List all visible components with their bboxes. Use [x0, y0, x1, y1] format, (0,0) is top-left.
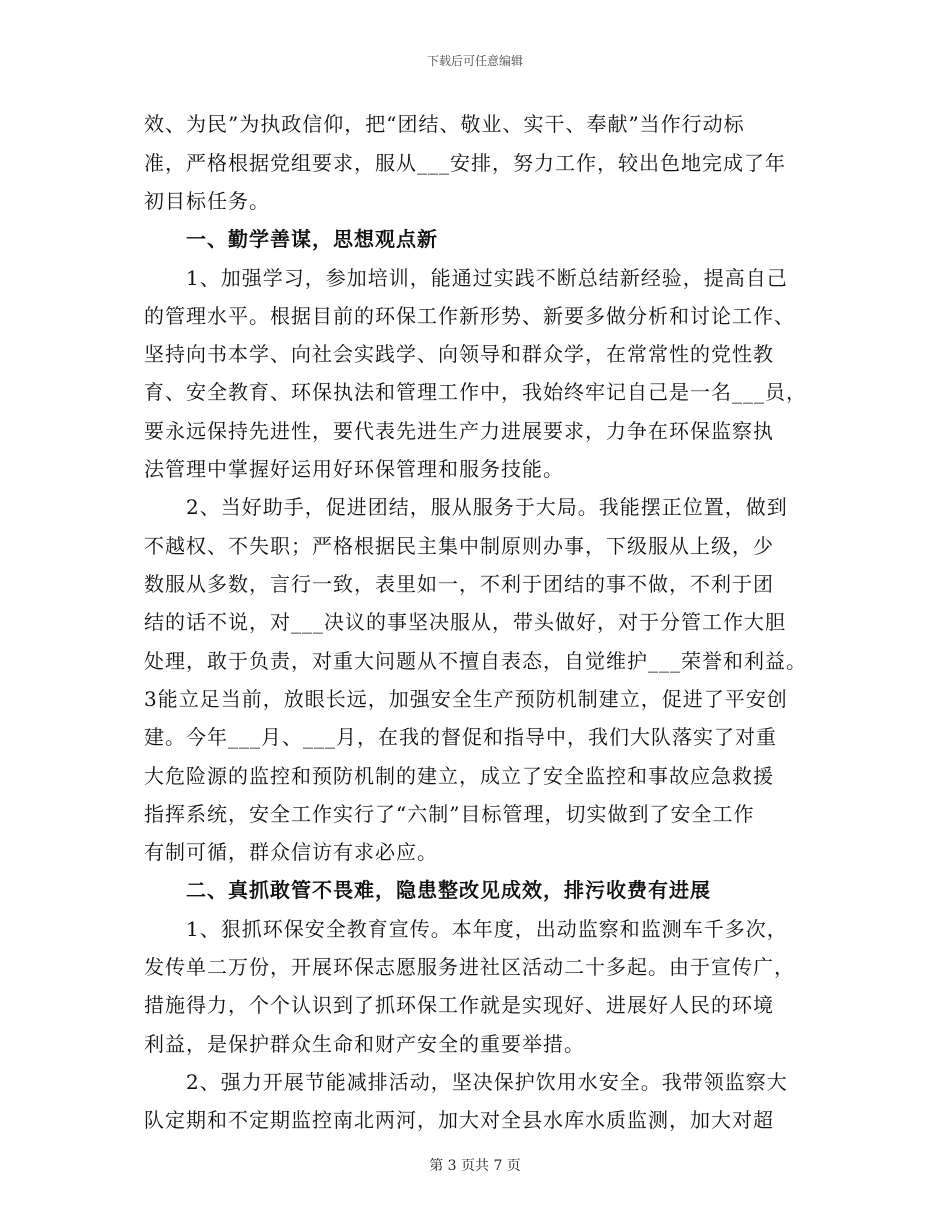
body-line: 要永远保持先进性，要代表先进生产力进展要求，力争在环保监察执 — [144, 419, 774, 443]
body-line: 2、当好助手，促进团结，服从服务于大局。我能摆正位置，做到 — [186, 495, 788, 519]
body-line: 处理，敢于负责，对重大问题从不擅自表态，自觉维护___荣誉和利益。 — [144, 649, 807, 673]
section-heading: 一、勤学善谋，思想观点新 — [186, 227, 438, 251]
body-line: 有制可循，群众信访有求必应。 — [144, 840, 438, 864]
body-line: 准，严格根据党组要求，服从___安排，努力工作，较出色地完成了年 — [144, 151, 786, 175]
body-line: 发传单二万份，开展环保志愿服务进社区活动二十多起。由于宣传广， — [144, 955, 795, 979]
body-line: 指挥系统，安全工作实行了“六制”目标管理，切实做到了安全工作 — [144, 802, 755, 826]
body-line: 数服从多数，言行一致，表里如一，不利于团结的事不做，不利于团 — [144, 572, 774, 596]
body-line: 初目标任务。 — [144, 189, 270, 213]
body-line: 法管理中掌握好运用好环保管理和服务技能。 — [144, 457, 564, 481]
page-number-footer: 第 3 页共 7 页 — [429, 1158, 521, 1174]
body-line: 效、为民”为执政信仰，把“团结、敬业、实干、奉献”当作行动标 — [144, 112, 745, 136]
body-line: 大危险源的监控和预防机制的建立，成立了安全监控和事故应急救援 — [144, 764, 774, 788]
body-line: 队定期和不定期监控南北两河，加大对全县水库水质监测，加大对超 — [144, 1108, 774, 1132]
body-line: 坚持向书本学、向社会实践学、向领导和群众学，在常常性的党性教 — [144, 342, 774, 366]
body-line: 结的话不说，对___决议的事坚决服从，带头做好，对于分管工作大胆 — [144, 610, 786, 634]
body-line: 育、安全教育、环保执法和管理工作中，我始终牢记自己是一名___员， — [144, 380, 807, 404]
body-line: 的管理水平。根据目前的环保工作新形势、新要多做分析和讨论工作、 — [144, 304, 795, 328]
body-line: 1、加强学习，参加培训，能通过实践不断总结新经验，提高自己 — [186, 266, 788, 290]
section-heading: 二、真抓敢管不畏难，隐患整改见成效，排污收费有进展 — [186, 878, 711, 902]
body-line: 不越权、不失职；严格根据民主集中制原则办事，下级服从上级，少 — [144, 534, 774, 558]
body-line: 3能立足当前，放眼长远，加强安全生产预防机制建立，促进了平安创 — [144, 687, 788, 711]
body-line: 2、强力开展节能减排活动，坚决保护饮用水安全。我带领监察大 — [186, 1070, 788, 1094]
body-line: 利益，是保护群众生命和财产安全的重要举措。 — [144, 1032, 585, 1056]
body-line: 建。今年___月、___月，在我的督促和指导中，我们大队落实了对重 — [144, 725, 777, 749]
body-line: 1、狠抓环保安全教育宣传。本年度，出动监察和监测车千多次， — [186, 917, 788, 941]
body-line: 措施得力，个个认识到了抓环保工作就是实现好、进展好人民的环境 — [144, 993, 774, 1017]
page-header-note: 下载后可任意编辑 — [426, 54, 523, 68]
